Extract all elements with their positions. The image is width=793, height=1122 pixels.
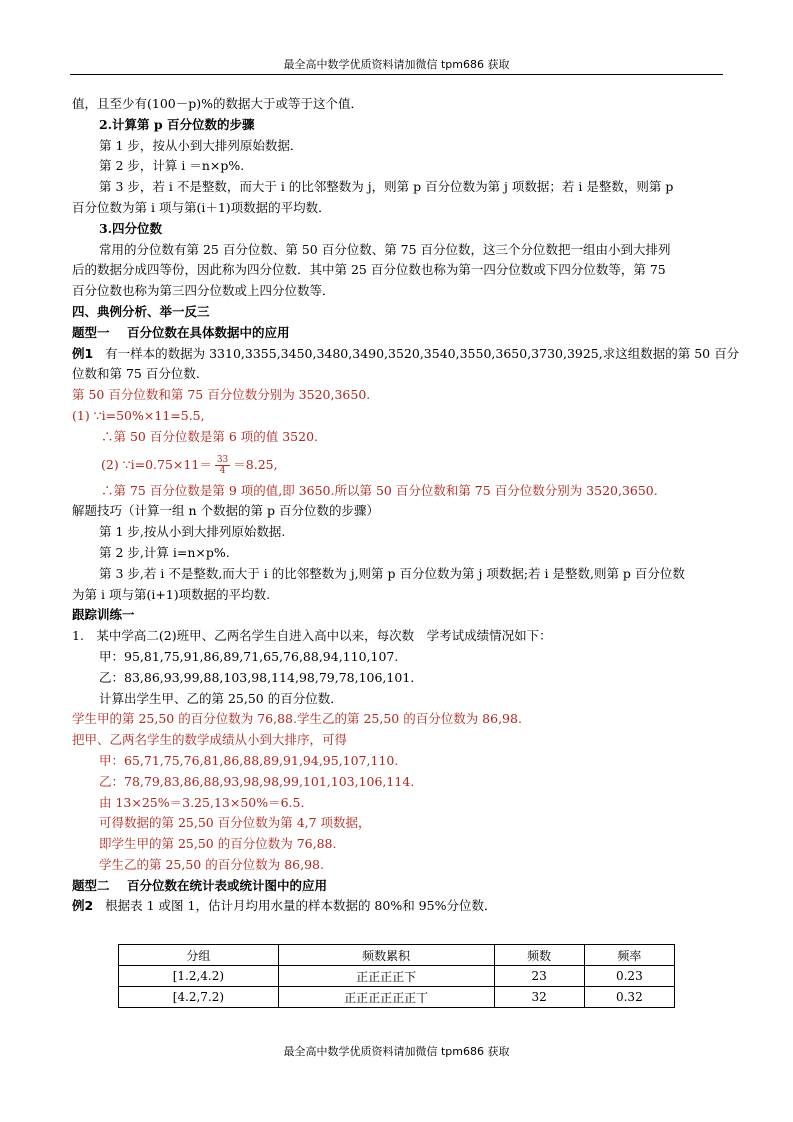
- solution-line: [72, 406, 724, 427]
- type-label: 题型二: [72, 877, 110, 893]
- text-line: 第 1 步,按从小到大排列原始数据.: [99, 524, 286, 540]
- example-text: 根据表 1 或图 1，估计月均用水量的样本数据的 80%和 95%分位数．: [105, 898, 497, 914]
- table-cell: 正正正正下: [278, 966, 494, 987]
- solution-line: [72, 730, 724, 751]
- text-line: 第 2 步,计算 i=n×p%.: [99, 544, 230, 560]
- table-header: 频数: [494, 945, 584, 966]
- answer-line: [72, 709, 724, 730]
- type-label: 题型一: [72, 324, 110, 340]
- table-cell: 23: [494, 966, 584, 987]
- solution-text: 把甲、乙两名学生的数学成绩从小到大排序，可得: [72, 732, 348, 748]
- fraction: [215, 455, 230, 476]
- answer-text: 第 50 百分位数和第 75 百分位数分别为 3520,3650.: [72, 387, 371, 403]
- solution-line: ∴第 50 百分位数是第 6 项的值 3520.: [101, 428, 319, 444]
- example-label: 例2: [72, 898, 94, 914]
- table-header-row: [119, 945, 675, 966]
- fraction-numerator: 33: [216, 454, 229, 465]
- text-line: 第 1 步，按从小到大排列原始数据．: [99, 137, 303, 153]
- text-line: 第 3 步，若 i 不是整数，而大于 i 的比邻整数为 j，则第 p 百分位数为第 j 项数据；若 i 是整数，则第 p: [99, 179, 674, 195]
- text-line: 常用的分位数有第 25 百分位数、第 50 百分位数、第 75 百分位数，这三个分位数把一组由小到大排列: [99, 241, 671, 257]
- page-header: 最全高中数学优质资料请加微信 tpm686 获取: [70, 56, 723, 75]
- text-line: 位数和第 75 百分位数.: [72, 366, 200, 382]
- text-line: 第 3 步,若 i 不是整数,而大于 i 的比邻整数为 j,则第 p 百分位数为第 j 项数据;若 i 是整数,则第 p 百分位数: [99, 565, 685, 581]
- table-cell: [1.2,4.2): [119, 966, 279, 987]
- subheading-steps: 2.计算第 p 百分位数的步骤: [99, 116, 255, 132]
- table-row: [119, 966, 675, 987]
- exercise-line: 1. 某中学高二(2)班甲、乙两名学生自进入高中以来，每次数 学考试成绩情况如下：: [72, 628, 552, 644]
- example-label: 例1: [72, 345, 94, 361]
- solution-line: 由 13×25%＝3.25,13×50%＝6.5.: [99, 794, 305, 810]
- table-cell: 0.32: [584, 987, 674, 1008]
- example-line: [72, 344, 740, 365]
- question-type-heading: [72, 876, 724, 897]
- section-heading: 四、典例分析、举一反三: [72, 303, 210, 319]
- table-cell: 32: [494, 987, 584, 1008]
- solution-text: (1) ∵i=50%×11=5.5,: [72, 407, 205, 423]
- solution-line: 乙：78,79,83,86,88,93,98,98,99,101,103,106,114.: [99, 773, 415, 789]
- solution-line: 可得数据的第 25,50 百分位数为第 4,7 项数据，: [99, 815, 371, 831]
- solution-line: 学生乙的第 25,50 的百分位数为 86,98.: [99, 856, 324, 872]
- table-header: 频率: [584, 945, 674, 966]
- table-cell: 0.23: [584, 966, 674, 987]
- table-cell: 正正正正正正丅: [278, 987, 494, 1008]
- answer-line: [72, 385, 724, 406]
- type-title: 百分位数在具体数据中的应用: [126, 324, 290, 340]
- type-title: 百分位数在统计表或统计图中的应用: [126, 877, 327, 893]
- formula-left: (2) ∵i=0.75×11＝: [101, 456, 212, 472]
- text-line: 后的数据分成四等份，因此称为四分位数．其中第 25 百分位数也称为第一四分位数或下四分位数等，第 75: [72, 262, 666, 278]
- text-line: 为第 i 项与第(i+1)项数据的平均数.: [72, 586, 271, 602]
- table-row: [119, 987, 675, 1008]
- text-line: 值，且至少有(100－p)%的数据大于或等于这个值．: [72, 96, 363, 111]
- question-type-heading: [72, 323, 724, 344]
- table-header: 分组: [119, 945, 279, 966]
- text-line: 百分位数为第 i 项与第(i＋1)项数据的平均数．: [72, 199, 331, 215]
- solution-line: ∴第 75 百分位数是第 9 项的值,即 3650.所以第 50 百分位数和第 75 百分位数分别为 3520,3650.: [101, 482, 658, 498]
- example-line: [72, 896, 724, 917]
- answer-text: 学生甲的第 25,50 的百分位数为 76,88.学生乙的第 25,50 的百分位数为 86,98.: [72, 711, 522, 727]
- solution-line: 即学生甲的第 25,50 的百分位数为 76,88.: [99, 836, 337, 852]
- solution-line: 甲：65,71,75,76,81,86,88,89,91,94,95,107,110.: [99, 752, 399, 768]
- example-text: 有一样本的数据为 3310,3355,3450,3480,3490,3520,3540,3550,3650,3730,3925,求这组数据的第 50 百分: [105, 345, 740, 361]
- subheading-quartiles: 3.四分位数: [99, 220, 163, 236]
- table-cell: [4.2,7.2): [119, 987, 279, 1008]
- page-body: [72, 94, 740, 917]
- data-line: 甲：95,81,75,91,86,89,71,65,76,88,94,110,107.: [99, 648, 399, 664]
- frequency-table: [118, 944, 675, 1008]
- tip-heading: 解题技巧（计算一组 n 个数据的第 p 百分位数的步骤）: [72, 503, 379, 519]
- fraction-denominator: 4: [219, 465, 226, 476]
- page-footer: 最全高中数学优质资料请加微信 tpm686 获取: [283, 1045, 510, 1058]
- text-line: 第 2 步，计算 i ＝n×p%.: [99, 158, 245, 174]
- practice-heading: 跟踪训练一: [72, 607, 135, 623]
- text-line: 百分位数也称为第三四分位数或上四分位数等．: [72, 283, 335, 299]
- data-line: 乙：83,86,93,99,88,103,98,114,98,79,78,106,101.: [99, 669, 415, 685]
- table-header: 频数累积: [278, 945, 494, 966]
- formula-right: ＝8.25,: [233, 456, 278, 472]
- text-line: 计算出学生甲、乙的第 25,50 的百分位数．: [99, 690, 343, 706]
- solution-formula: [72, 448, 724, 481]
